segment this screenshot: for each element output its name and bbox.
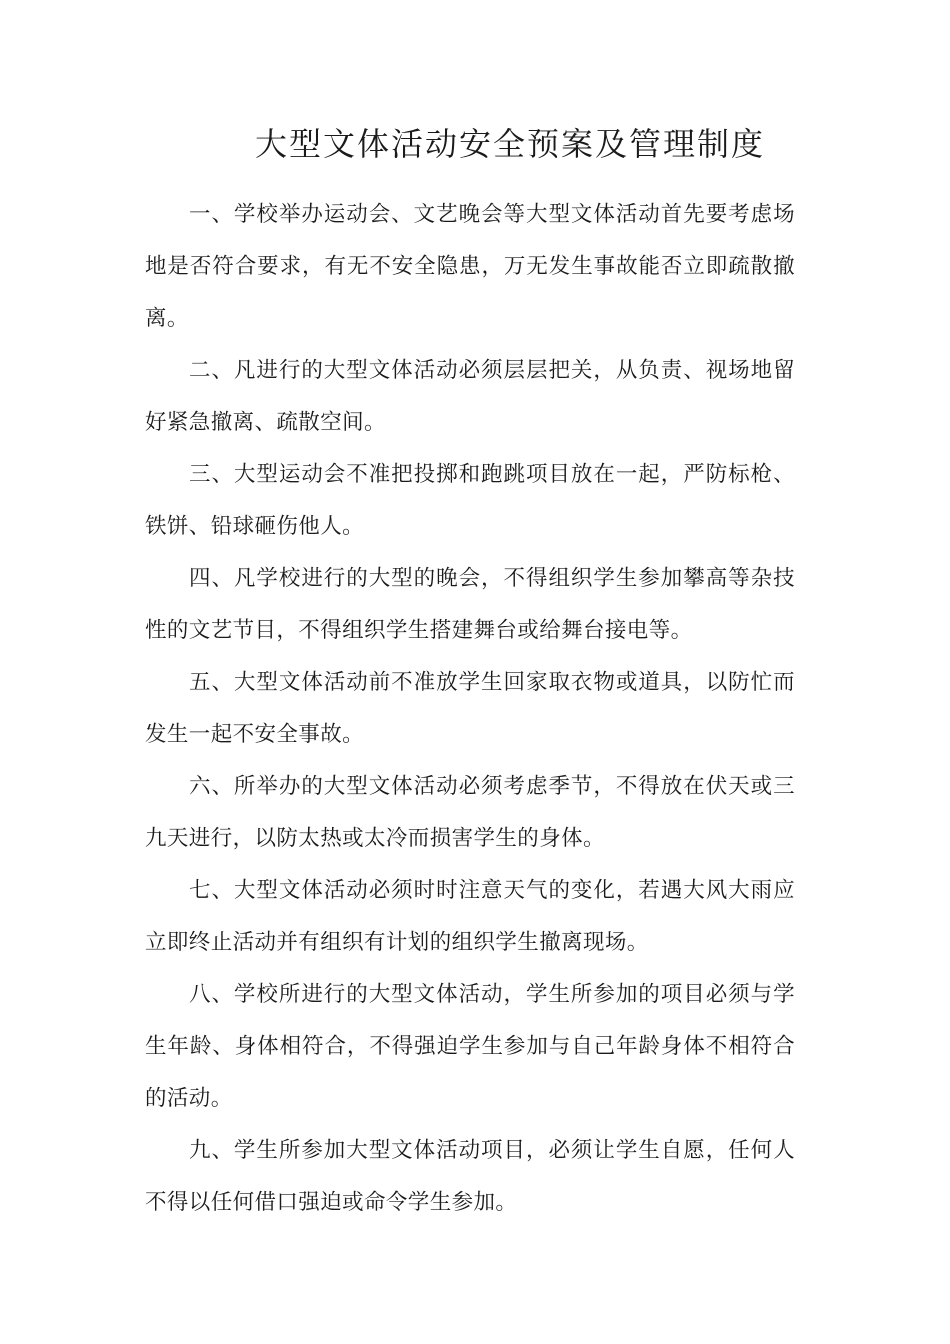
paragraph-2: 二、凡进行的大型文体活动必须层层把关，从负责、视场地留好紧急撤离、疏散空间。 — [145, 358, 795, 435]
paragraph-7: 七、大型文体活动必须时时注意天气的变化，若遇大风大雨应立即终止活动并有组织有计划的组织学生撤离现场。 — [145, 878, 795, 955]
document-body — [145, 189, 795, 1229]
paragraph-5: 五、大型文体活动前不准放学生回家取衣物或道具，以防忙而发生一起不安全事故。 — [145, 670, 795, 747]
paragraph-9: 九、学生所参加大型文体活动项目，必须让学生自愿，任何人不得以任何借口强迫或命令学生参加。 — [145, 1138, 795, 1215]
paragraph-6: 六、所举办的大型文体活动必须考虑季节，不得放在伏天或三九天进行，以防太热或太冷而损害学生的身体。 — [145, 774, 795, 851]
paragraph-1: 一、学校举办运动会、文艺晚会等大型文体活动首先要考虑场地是否符合要求，有无不安全隐患，万无发生事故能否立即疏散撤离。 — [145, 202, 795, 331]
paragraph-8: 八、学校所进行的大型文体活动，学生所参加的项目必须与学生年龄、身体相符合，不得强迫学生参加与自己年龄身体不相符合的活动。 — [145, 982, 795, 1111]
paragraph-3: 三、大型运动会不准把投掷和跑跳项目放在一起，严防标枪、铁饼、铅球砸伤他人。 — [145, 462, 795, 539]
document-title: 大型文体活动安全预案及管理制度 — [254, 125, 765, 163]
paragraph-4: 四、凡学校进行的大型的晚会，不得组织学生参加攀高等杂技性的文艺节目，不得组织学生搭建舞台或给舞台接电等。 — [145, 566, 795, 643]
